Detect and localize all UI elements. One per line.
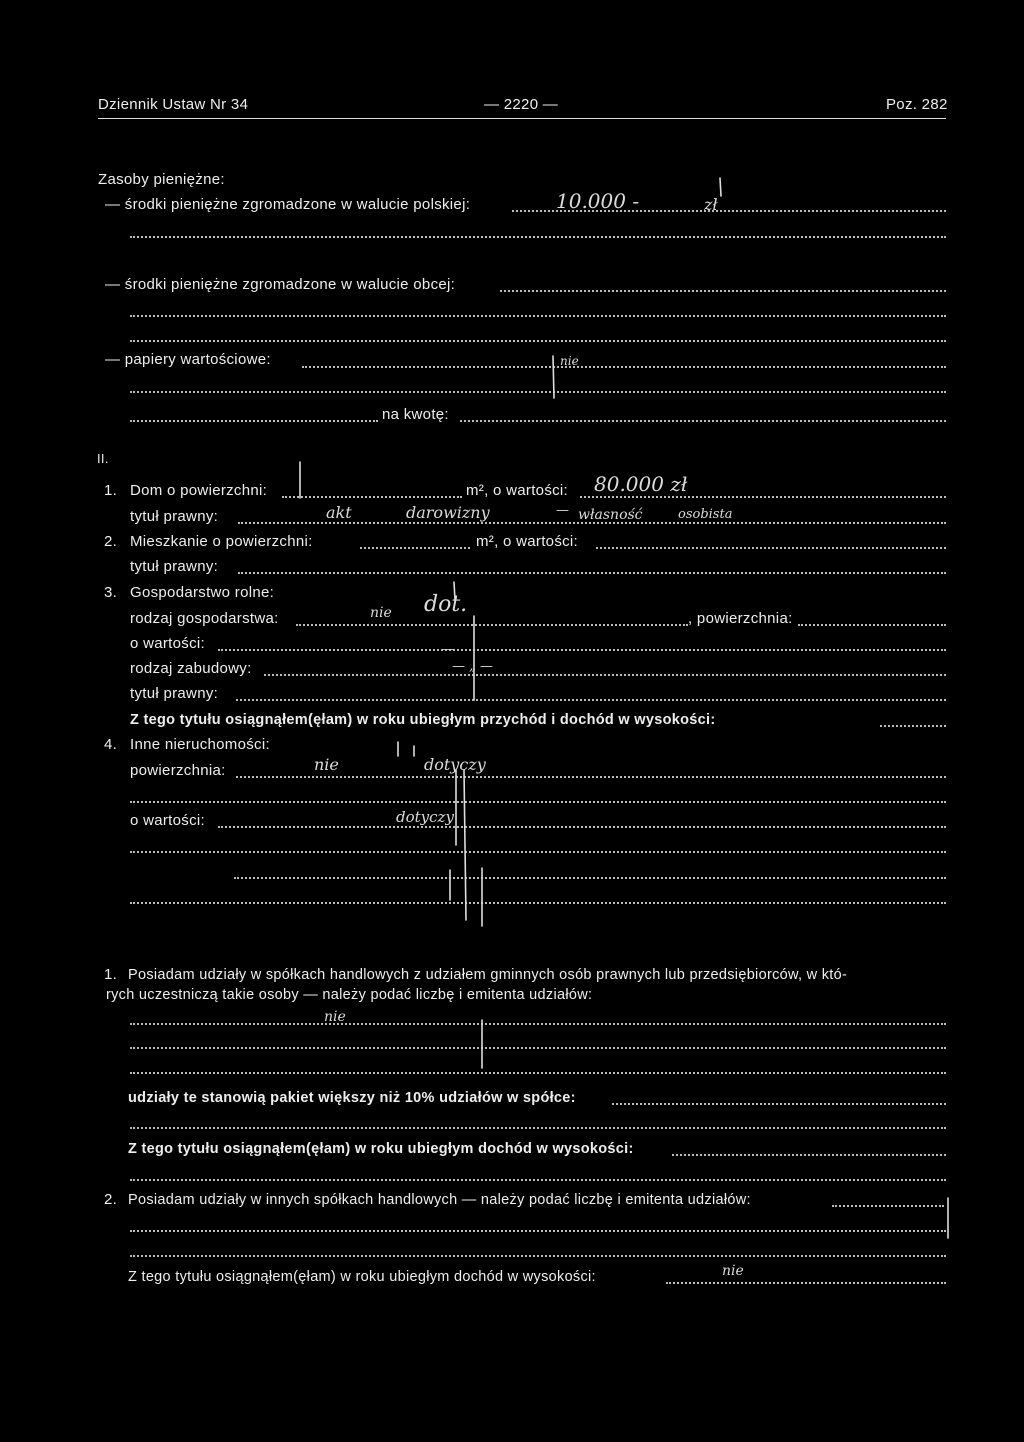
house-title-word-3: — — [556, 503, 569, 518]
farm-value-mark: — — [442, 642, 454, 656]
farm-area-label: , powierzchnia: — [688, 610, 793, 627]
farm-label: Gospodarstwo rolne: — [130, 584, 275, 601]
page-number: — 2220 — — [484, 96, 559, 113]
other-area-label: powierzchnia: — [130, 762, 226, 779]
farm-buildings-label: rodzaj zabudowy: — [130, 660, 252, 677]
farm-title-label: tytuł prawny: — [130, 685, 219, 702]
cash-pln-handwritten-suffix: zł — [704, 195, 718, 214]
other-value-label: o wartości: — [130, 812, 205, 829]
flat-label: Mieszkanie o powierzchni: — [130, 533, 313, 550]
house-label: Dom o powierzchni: — [130, 482, 268, 499]
flat-title-label: tytuł prawny: — [130, 558, 219, 575]
farm-buildings-handwritten: — „ — — [452, 659, 493, 674]
cash-pln-handwritten-value: 10.000 - — [556, 189, 640, 213]
journal-title: Dziennik Ustaw Nr 34 — [98, 96, 249, 113]
section-ii-numeral: II. — [97, 451, 109, 466]
house-title-word-2: darowizny — [406, 503, 490, 522]
cash-foreign-label: — środki pieniężne zgromadzone w walucie obcej: — [105, 276, 456, 293]
pen-stroke-other-4 — [464, 770, 466, 920]
farm-num: 3. — [104, 584, 118, 601]
shares-pakiet-label: udziały te stanowią pakiet większy niż 10% udziałów w spółce: — [128, 1090, 576, 1106]
pen-stroke-securities — [553, 356, 554, 398]
other-value-handwritten: dotyczy — [396, 808, 454, 826]
securities-label: — papiery wartościowe: — [105, 351, 271, 368]
farm-value-label: o wartości: — [130, 635, 205, 652]
house-handwritten-value: 80.000 zł — [594, 472, 688, 496]
shares-item2-num: 2. — [104, 1191, 118, 1208]
shares-item1-handwritten: nie — [324, 1009, 346, 1025]
farm-type-handwritten-1: nie — [370, 605, 392, 621]
farm-type-label: rodzaj gospodarstwa: — [130, 610, 279, 627]
flat-m2-label: m², o wartości: — [476, 533, 579, 550]
other-num: 4. — [104, 736, 118, 753]
flat-num: 2. — [104, 533, 118, 550]
position-number: Poz. 282 — [886, 96, 948, 113]
shares-item2-text: Posiadam udziały w innych spółkach handlowych — należy podać liczbę i emitenta udziałów: — [128, 1192, 751, 1208]
farm-type-handwritten-2: dot. — [424, 592, 468, 617]
house-title-word-1: akt — [326, 503, 352, 522]
shares-item2-income-handwritten: nie — [722, 1263, 744, 1279]
other-label: Inne nieruchomości: — [130, 736, 270, 753]
cash-pln-label: — środki pieniężne zgromadzone w walucie polskiej: — [105, 196, 471, 213]
house-title-label: tytuł prawny: — [130, 508, 219, 525]
other-area-handwritten-2: dotyczy — [424, 755, 486, 774]
shares-item1-line1: Posiadam udziały w spółkach handlowych z udziałem gminnych osób prawnych lub przedsiębiorców, w któ- — [128, 967, 848, 983]
house-title-word-5: osobista — [678, 507, 733, 522]
securities-handwritten-value: nie — [560, 354, 579, 368]
shares-item2-income-label: Z tego tytułu osiągnąłem(ęłam) w roku ubiegłym dochód w wysokości: — [128, 1269, 596, 1285]
house-title-word-4: własność — [578, 507, 643, 523]
house-num: 1. — [104, 482, 118, 499]
shares-item1-income-label: Z tego tytułu osiągnąłem(ęłam) w roku ubiegłym dochód w wysokości: — [128, 1141, 634, 1157]
pen-stroke-cash-tick — [720, 178, 721, 196]
cash-heading: Zasoby pieniężne: — [98, 171, 225, 188]
amount-label: na kwotę: — [382, 406, 449, 423]
shares-item1-line2: rych uczestniczą takie osoby — należy podać liczbę i emitenta udziałów: — [106, 987, 593, 1003]
pen-stroke-farm-2 — [454, 582, 455, 600]
house-m2-label: m², o wartości: — [466, 482, 569, 499]
farm-income-label: Z tego tytułu osiągnąłem(ęłam) w roku ubiegłym przychód i dochód w wysokości: — [130, 712, 716, 728]
other-area-handwritten-1: nie — [314, 755, 339, 774]
shares-item1-num: 1. — [104, 966, 118, 983]
